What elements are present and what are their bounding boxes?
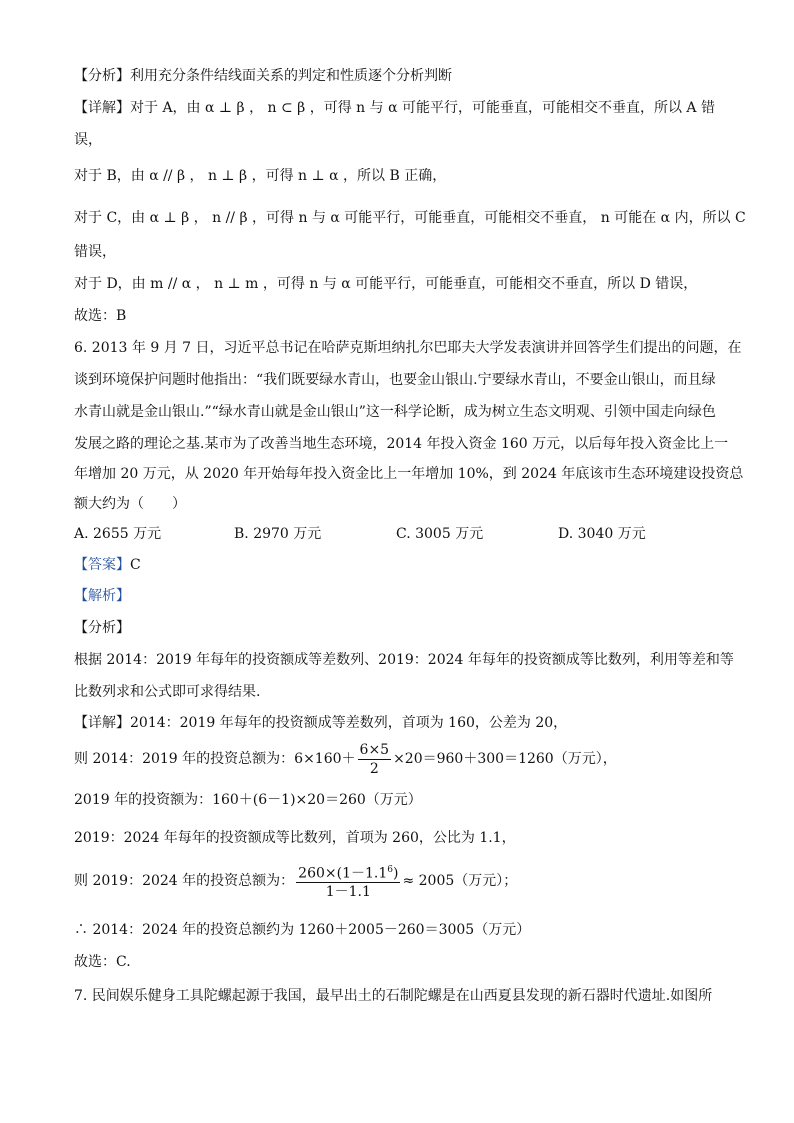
formula-geometric-sum <box>74 858 517 904</box>
choice-a: A. 2655 万元 <box>74 526 162 542</box>
question-6-line-4: 发展之路的理论之基.某市为了改善当地生态环境，2014 年投入资金 160 万元，以后每年投入资金比上一 <box>74 436 729 452</box>
detail-text-geometric: 2019：2024 年每年的投资额成等比数列，首项为 260，公比为 1.1， <box>74 830 516 846</box>
question-6-line-6: 额大约为（ ） <box>74 496 186 512</box>
detail-line-c-cont: 错误， <box>74 244 116 260</box>
question-7-line-1: 7. 民间娱乐健身工具陀螺起源于我国，最早出土的石制陀螺是在山西夏县发现的新石器时代遗址.如图所 <box>74 988 713 1004</box>
answer-line <box>74 555 141 575</box>
choice-answer-5: 故选：B <box>74 308 127 324</box>
answer-value: C <box>130 557 141 573</box>
analysis-text-2: 比数列求和公式即可求得结果. <box>74 684 261 700</box>
fraction-geometric <box>296 861 400 902</box>
fraction-numerator <box>296 861 400 884</box>
analysis-line: 【分析】利用充分条件结线面关系的判定和性质逐个分析判断 <box>74 68 452 84</box>
analysis-text-1: 根据 2014：2019 年每年的投资额成等差数列、2019：2024 年每年的投资额成等比数列，利用等差和等 <box>74 652 734 668</box>
detail-line-a-cont: 误， <box>74 132 102 148</box>
fraction-6x5-over-2 <box>358 741 392 778</box>
question-6-line-3: 水青山就是金山银山.”“绿水青山就是金山银山”这一科学论断，成为树立生态文明观、引领中国走向绿色 <box>74 404 716 420</box>
exponent: 6 <box>387 864 393 875</box>
choice-d: D. 3040 万元 <box>558 526 646 542</box>
analysis-tag: 【分析】 <box>74 620 130 636</box>
choice-c: C. 3005 万元 <box>396 526 484 542</box>
fraction-denominator: 1－1.1 <box>325 884 371 901</box>
detail-line-a: 【详解】对于 A，由 α ⊥ β ， n ⊂ β ，可得 n 与 α 可能平行，可能垂直，可能相交不垂直，所以 A 错 <box>74 100 715 116</box>
choice-answer-6: 故选：C. <box>74 954 131 970</box>
detail-text-1: 【详解】2014：2019 年每年的投资额成等差数列，首项为 160，公差为 20， <box>74 715 568 731</box>
numerator-text: 260×(1－1.1 <box>298 865 388 882</box>
detail-line-b: 对于 B，由 α // β ， n ⊥ β ，可得 n ⊥ α ，所以 B 正确， <box>74 168 447 184</box>
fraction-denominator: 2 <box>369 760 379 777</box>
detail-text-2019: 2019 年的投资额为：160＋(6－1)×20＝260（万元） <box>74 792 422 808</box>
formula-suffix: ×20＝960＋300＝1260（万元）， <box>393 751 617 767</box>
answer-tag: 【答案】 <box>74 557 130 573</box>
formula-arithmetic-sum <box>74 740 617 778</box>
detail-line-d: 对于 D，由 m // α ， n ⊥ m ，可得 n 与 α 可能平行，可能垂直，可能相交不垂直，所以 D 错误， <box>74 276 698 292</box>
question-6-line-5: 年增加 20 万元，从 2020 年开始每年投入资金比上一年增加 10%，到 2024 年底该市生态环境建设投资总 <box>74 466 744 482</box>
question-6-line-1: 6. 2013 年 9 月 7 日，习近平总书记在哈萨克斯坦纳扎尔巴耶夫大学发表演讲并回答学生们提出的问题，在 <box>74 340 742 356</box>
formula-suffix: ≈ 2005（万元）； <box>402 873 518 889</box>
question-6-line-2: 谈到环境保护问题时他指出：“我们既要绿水青山，也要金山银山.宁要绿水青山，不要金山银山，而且绿 <box>74 372 716 388</box>
conclusion-line: ∴ 2014：2024 年的投资总额约为 1260＋2005－260＝3005（万元） <box>74 922 531 938</box>
formula-prefix: 则 2014：2019 年的投资总额为：6×160＋ <box>74 751 356 767</box>
formula-prefix: 则 2019：2024 年的投资总额为： <box>74 873 295 889</box>
fraction-numerator: 6×5 <box>359 741 390 758</box>
explanation-tag: 【解析】 <box>74 588 130 604</box>
numerator-close: ) <box>393 865 399 882</box>
detail-line-c: 对于 C，由 α ⊥ β ， n // β ，可得 n 与 α 可能平行，可能垂直，可能相交不垂直， n 可能在 α 内，所以 C <box>74 210 746 226</box>
choice-b: B. 2970 万元 <box>234 526 322 542</box>
